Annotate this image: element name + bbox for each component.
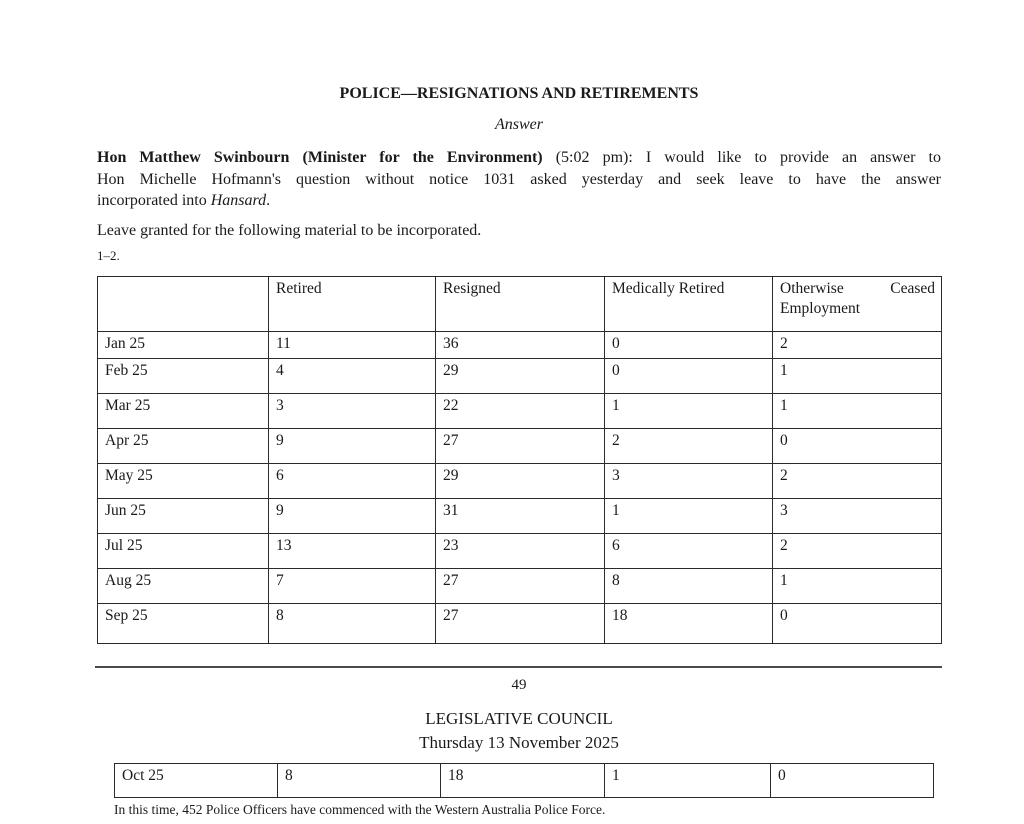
speech-line-3-period: . <box>266 192 271 209</box>
table-row <box>98 359 942 394</box>
word-ceased: Ceased <box>890 280 935 297</box>
header-cell-retired: Retired <box>269 277 436 332</box>
medically-retired-cell: 1 <box>605 394 773 429</box>
resignations-retirements-table <box>97 276 942 644</box>
resigned-cell: 29 <box>436 359 605 394</box>
table-row <box>115 764 934 798</box>
speech-line-1-text: (5:02 pm): I would like to provide an answer to <box>542 149 941 166</box>
header-otherwise-line-2: Employment <box>780 299 861 317</box>
month-cell: Sep 25 <box>98 604 269 644</box>
medically-retired-cell: 6 <box>605 534 773 569</box>
october-continuation-table <box>114 763 934 798</box>
otherwise-ceased-cell: 0 <box>773 429 942 464</box>
resigned-cell: 27 <box>436 569 605 604</box>
month-cell: Mar 25 <box>98 394 269 429</box>
otherwise-ceased-cell: 1 <box>773 394 942 429</box>
retired-cell: 7 <box>269 569 436 604</box>
closing-note: In this time, 452 Police Officers have commenced with the Western Australia Police Force. <box>114 802 606 817</box>
speech-line-1 <box>97 147 941 169</box>
table-row <box>98 394 942 429</box>
otherwise-ceased-cell: 2 <box>773 534 942 569</box>
table-row <box>98 464 942 499</box>
medically-retired-cell: 1 <box>605 764 771 798</box>
table-row <box>98 332 942 359</box>
medically-retired-cell: 2 <box>605 429 773 464</box>
chamber-heading: LEGISLATIVE COUNCIL <box>425 709 613 728</box>
resigned-cell: 22 <box>436 394 605 429</box>
retired-cell: 11 <box>269 332 436 359</box>
resigned-cell: 27 <box>436 604 605 644</box>
answer-heading: Answer <box>495 116 543 133</box>
page-number: 49 <box>511 677 527 693</box>
retired-cell: 6 <box>269 464 436 499</box>
otherwise-ceased-cell: 2 <box>773 464 942 499</box>
speech-line-2: Hon Michelle Hofmann's question without notice 1031 asked yesterday and seek leave to have the answer <box>97 170 941 188</box>
table-header-row <box>98 277 942 332</box>
retired-cell: 9 <box>269 499 436 534</box>
resigned-cell: 23 <box>436 534 605 569</box>
header-cell-otherwise-ceased <box>773 277 942 332</box>
month-cell: Apr 25 <box>98 429 269 464</box>
item-number: 1–2. <box>97 248 120 263</box>
word-otherwise: Otherwise <box>780 280 844 297</box>
medically-retired-cell: 3 <box>605 464 773 499</box>
retired-cell: 3 <box>269 394 436 429</box>
otherwise-ceased-cell: 0 <box>771 764 934 798</box>
speech-line-3-text: incorporated into <box>97 192 211 209</box>
page-break-divider <box>95 666 942 668</box>
month-cell: Jun 25 <box>98 499 269 534</box>
header-cell-resigned: Resigned <box>436 277 605 332</box>
retired-cell: 13 <box>269 534 436 569</box>
hansard-italic: Hansard <box>210 192 267 209</box>
month-cell: Feb 25 <box>98 359 269 394</box>
medically-retired-cell: 18 <box>605 604 773 644</box>
retired-cell: 9 <box>269 429 436 464</box>
table-row <box>98 534 942 569</box>
medically-retired-cell: 0 <box>605 332 773 359</box>
resigned-cell: 29 <box>436 464 605 499</box>
table-row <box>98 499 942 534</box>
resigned-cell: 27 <box>436 429 605 464</box>
month-cell: May 25 <box>98 464 269 499</box>
month-cell: Aug 25 <box>98 569 269 604</box>
page-content <box>97 0 941 824</box>
month-cell: Jul 25 <box>98 534 269 569</box>
otherwise-ceased-cell: 1 <box>773 359 942 394</box>
table-row <box>98 569 942 604</box>
otherwise-ceased-cell: 2 <box>773 332 942 359</box>
header-cell-blank <box>98 277 269 332</box>
speaker-name: Hon Matthew Swinbourn (Minister for the Environment) <box>97 149 543 166</box>
document-title: POLICE—RESIGNATIONS AND RETIREMENTS <box>339 85 699 102</box>
leave-granted-note: Leave granted for the following material to be incorporated. <box>97 222 482 239</box>
retired-cell: 8 <box>269 604 436 644</box>
header-otherwise-line-1 <box>780 279 935 299</box>
speech-paragraph <box>97 147 941 212</box>
resigned-cell: 36 <box>436 332 605 359</box>
otherwise-ceased-cell: 3 <box>773 499 942 534</box>
header-cell-medically-retired: Medically Retired <box>605 277 773 332</box>
resigned-cell: 31 <box>436 499 605 534</box>
sitting-date: Thursday 13 November 2025 <box>419 733 619 752</box>
month-cell: Oct 25 <box>115 764 278 798</box>
month-cell: Jan 25 <box>98 332 269 359</box>
resigned-cell: 18 <box>441 764 605 798</box>
speech-line-3 <box>97 190 941 212</box>
table-row <box>98 604 942 644</box>
medically-retired-cell: 0 <box>605 359 773 394</box>
retired-cell: 4 <box>269 359 436 394</box>
medically-retired-cell: 1 <box>605 499 773 534</box>
otherwise-ceased-cell: 1 <box>773 569 942 604</box>
table-row <box>98 429 942 464</box>
retired-cell: 8 <box>278 764 441 798</box>
medically-retired-cell: 8 <box>605 569 773 604</box>
otherwise-ceased-cell: 0 <box>773 604 942 644</box>
